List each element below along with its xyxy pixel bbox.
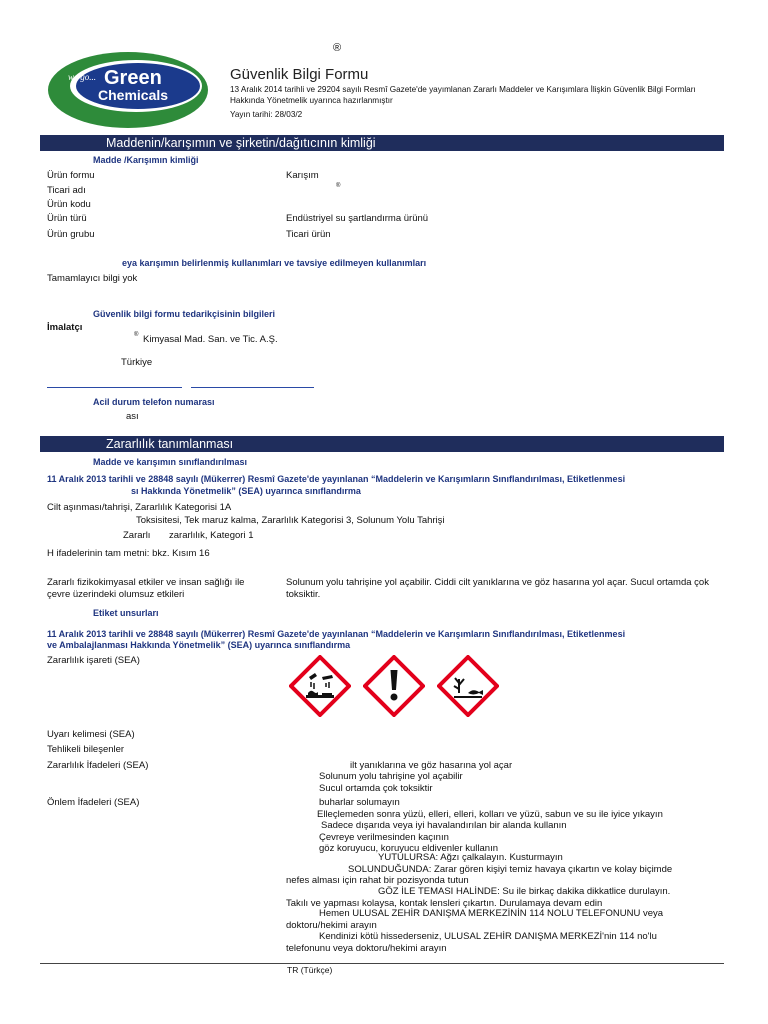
precaution-6: YUTULURSA: Ağzı çalkalayın. Kusturmayın: [378, 852, 563, 863]
precaution-10b: telefonunu veya doktoru/hekimi arayın: [286, 943, 447, 954]
classification-3b: zararlılık, Kategori 1: [169, 530, 254, 541]
manufacturer-name: Kimyasal Mad. San. ve Tic. A.Ş.: [143, 334, 278, 345]
precaution-7b: nefes alması için rahat bir pozisyonda tutun: [286, 875, 469, 886]
registered-mark: ®: [333, 42, 342, 54]
document-title: Güvenlik Bilgi Formu: [230, 66, 369, 83]
environment-icon: [437, 655, 499, 717]
value-product-type: Endüstriyel su şartlandırma ürünü: [286, 213, 429, 224]
hazard-statements-label: Zararlılık İfadeleri (SEA): [47, 760, 149, 771]
value-trade-name: ®: [336, 183, 341, 189]
label-product-code: Ürün kodu: [47, 199, 91, 210]
precaution-10a: Kendinizi kötü hissederseniz, ULUSAL ZEHİR DANIŞMA MERKEZİ'nin 114 no'lu: [319, 931, 657, 942]
precaution-3: Sadece dışarıda veya iyi havalandırılan bir alanda kullanın: [321, 820, 567, 831]
manufacturer-label: İmalatçı: [47, 322, 83, 333]
h-statements-reference: H ifadelerinin tam metni: bkz. Kısım 16: [47, 548, 210, 559]
signal-word-label: Uyarı kelimesi (SEA): [47, 729, 135, 740]
issue-date: Yayın tarihi: 28/03/2: [230, 110, 303, 119]
precaution-8a: GÖZ İLE TEMASI HALİNDE: Su ile birkaç dakika dikkatlice durulayın.: [378, 886, 671, 897]
document-subtitle: 13 Aralık 2014 tarihli ve 29204 sayılı Resmî Gazete'de yayımlanan Zararlı Maddeler ve Karışımlara İlişkin Güvenlik Bilgi Formları Hakkında Yönetmelik uyarınca hazırlanmıştır: [230, 85, 696, 105]
value-product-group: Ticari ürün: [286, 229, 331, 240]
effects-label: Zararlı fizikokimyasal etkiler ve insan sağlığı ile çevre üzerindeki olumsuz etkileri: [47, 577, 245, 600]
logo-tagline: we go...: [68, 72, 96, 82]
hazardous-components-label: Tehlikeli bileşenler: [47, 744, 125, 755]
logo-brand-chemicals: Chemicals: [98, 87, 169, 103]
subheading-identity: Madde /Karışımın kimliği: [93, 155, 199, 165]
subheading-uses: eya karışımın belirlenmiş kullanımları ve tavsiye edilmeyen kullanımları: [122, 258, 427, 268]
footer-divider: [40, 963, 724, 964]
exclamation-icon: [363, 655, 425, 717]
label-product-type: Ürün türü: [47, 213, 87, 224]
regulation-line-2a: 11 Aralık 2013 tarihli ve 28848 sayılı (Mükerrer) Resmî Gazete'de yayınlanan “Maddelerin ve Karışımların Sınıflandırılması, Etiketlenmesi: [47, 629, 626, 639]
regulation-line-2b: ve Ambalajlanması Hakkında Yönetmelik” (SEA) uyarınca sınıflandırma: [47, 640, 351, 650]
section-2-bar: [40, 436, 724, 452]
link-underline-2[interactable]: [191, 387, 314, 388]
subheading-classification: Madde ve karışımın sınıflandırılması: [93, 457, 248, 467]
classification-3a: Zararlı: [123, 530, 151, 541]
label-product-form: Ürün formu: [47, 170, 95, 181]
manufacturer-reg-mark: ®: [134, 332, 139, 338]
classification-1: Cilt aşınması/tahrişi, Zararlılık Kategorisi 1A: [47, 502, 232, 513]
hazard-statement-1: ilt yanıklarına ve göz hasarına yol açar: [350, 760, 513, 771]
regulation-line-1b: sı Hakkında Yönetmelik” (SEA) uyarınca sınıflandırma: [131, 486, 361, 496]
section-2-title: Zararlılık tanımlanması: [106, 437, 234, 451]
label-trade-name: Ticari adı: [47, 185, 86, 196]
precaution-7a: SOLUNDUĞUNDA: Zarar gören kişiyi temiz havaya çıkartın ve kolay biçimde: [348, 864, 673, 875]
hazard-statement-2: Solunum yolu tahrişine yol açabilir: [319, 771, 463, 782]
section-1-title: Maddenin/karışımın ve şirketin/dağıtıcının kimliği: [106, 136, 376, 150]
precaution-2: Elleçlemeden sonra yüzü, elleri, elleri, kolları ve yüzü, sabun ve su ile iyice yıkayın: [317, 809, 663, 820]
emergency-text: ası: [126, 411, 139, 422]
uses-text: Tamamlayıcı bilgi yok: [47, 273, 138, 284]
precaution-8b: Takılı ve yapması kolaysa, kontak lensleri çıkartın. Durulamaya devam edin: [286, 898, 603, 909]
precaution-9b: doktoru/hekimi arayın: [286, 920, 377, 931]
pictogram-label: Zararlılık işareti (SEA): [47, 655, 140, 666]
section-1-bar: [40, 135, 724, 151]
precaution-9a: Hemen ULUSAL ZEHİR DANIŞMA MERKEZİNİN 114 NOLU TELEFONUNU veya: [319, 908, 664, 919]
effects-text: Solunum yolu tahrişine yol açabilir. Ciddi cilt yanıklarına ve göz hasarına yol açar. Sucul ortamda çok toksiktir.: [286, 577, 709, 600]
regulation-line-1a: 11 Aralık 2013 tarihli ve 28848 sayılı (Mükerrer) Resmî Gazete'de yayınlanan “Maddelerin ve Karışımların Sınıflandırılması, Etiketlenmesi: [47, 474, 626, 484]
subheading-supplier: Güvenlik bilgi formu tedarikçisinin bilgileri: [93, 309, 276, 319]
link-underline-1[interactable]: [47, 387, 182, 388]
subheading-emergency: Acil durum telefon numarası: [93, 397, 215, 407]
hazard-statement-3: Sucul ortamda çok toksiktir: [319, 783, 433, 794]
label-product-group: Ürün grubu: [47, 229, 95, 240]
precaution-4: Çevreye verilmesinden kaçının: [319, 832, 449, 843]
manufacturer-country: Türkiye: [121, 357, 153, 368]
corrosion-icon: [289, 655, 351, 717]
classification-2: Toksisitesi, Tek maruz kalma, Zararlılık Kategorisi 3, Solunum Yolu Tahrişi: [136, 515, 445, 526]
company-logo: [46, 50, 210, 130]
precaution-1: buharlar solumayın: [319, 797, 400, 808]
logo-brand-green: Green: [104, 67, 162, 89]
footer-language: TR (Türkçe): [287, 965, 333, 975]
precaution-5: göz koruyucu, koruyucu eldivenler kullanın: [319, 843, 499, 854]
precautionary-statements-label: Önlem İfadeleri (SEA): [47, 797, 140, 808]
subheading-label-elements: Etiket unsurları: [93, 608, 159, 618]
value-product-form: Karışım: [286, 170, 319, 181]
